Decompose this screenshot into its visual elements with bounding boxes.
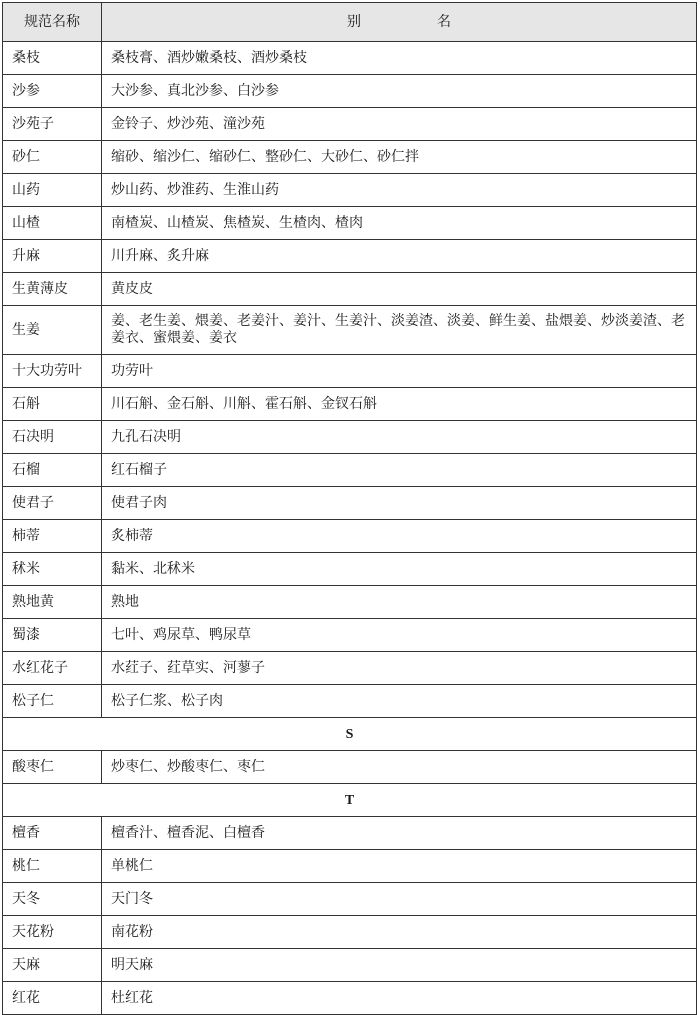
alias-cell: 川石斛、金石斛、川斛、霍石斛、金钗石斛: [102, 388, 697, 421]
alias-cell: 缩砂、缩沙仁、缩砂仁、整砂仁、大砂仁、砂仁拌: [102, 141, 697, 174]
alias-cell: 南花粉: [102, 916, 697, 949]
table-row: [3, 306, 697, 355]
table-row: [3, 520, 697, 553]
table-row: [3, 108, 697, 141]
alias-cell: 熟地: [102, 586, 697, 619]
alias-cell: 檀香汁、檀香泥、白檀香: [102, 817, 697, 850]
standard-name-cell: 生姜: [3, 306, 102, 355]
section-header-row: [3, 718, 697, 751]
standard-name-cell: 沙苑子: [3, 108, 102, 141]
alias-cell: 黏米、北秫米: [102, 553, 697, 586]
alias-cell: 黄皮皮: [102, 273, 697, 306]
section-letter: S: [3, 718, 697, 751]
standard-name-cell: 柿蒂: [3, 520, 102, 553]
alias-cell: 炙柿蒂: [102, 520, 697, 553]
table-row: [3, 42, 697, 75]
table-header-row: [3, 3, 697, 42]
standard-name-cell: 石斛: [3, 388, 102, 421]
table-row: [3, 421, 697, 454]
standard-name-cell: 天麻: [3, 949, 102, 982]
standard-name-cell: 酸枣仁: [3, 751, 102, 784]
table-row: [3, 817, 697, 850]
alias-cell: 杜红花: [102, 982, 697, 1015]
standard-name-cell: 熟地黄: [3, 586, 102, 619]
table-row: [3, 388, 697, 421]
standard-name-cell: 水红花子: [3, 652, 102, 685]
table-row: [3, 619, 697, 652]
section-letter: T: [3, 784, 697, 817]
alias-cell: 大沙参、真北沙参、白沙参: [102, 75, 697, 108]
section-header-row: [3, 784, 697, 817]
alias-cell: 使君子肉: [102, 487, 697, 520]
alias-cell: 川升麻、炙升麻: [102, 240, 697, 273]
table-row: [3, 586, 697, 619]
alias-cell: 水荭子、荭草实、河蓼子: [102, 652, 697, 685]
standard-name-cell: 十大功劳叶: [3, 355, 102, 388]
standard-name-cell: 山楂: [3, 207, 102, 240]
header-alias-char-2: 名: [437, 13, 451, 30]
standard-name-cell: 蜀漆: [3, 619, 102, 652]
table-row: [3, 916, 697, 949]
alias-cell: 七叶、鸡尿草、鸭尿草: [102, 619, 697, 652]
alias-cell: 明天麻: [102, 949, 697, 982]
standard-name-cell: 天花粉: [3, 916, 102, 949]
alias-cell: 松子仁浆、松子肉: [102, 685, 697, 718]
standard-name-cell: 天冬: [3, 883, 102, 916]
standard-name-cell: 桃仁: [3, 850, 102, 883]
table-row: [3, 850, 697, 883]
table-row: [3, 454, 697, 487]
table-row: [3, 487, 697, 520]
alias-cell: 南楂炭、山楂炭、焦楂炭、生楂肉、楂肉: [102, 207, 697, 240]
standard-name-cell: 山药: [3, 174, 102, 207]
header-alias-char-1: 别: [347, 13, 361, 30]
table-row: [3, 75, 697, 108]
standard-name-cell: 石榴: [3, 454, 102, 487]
table-row: [3, 652, 697, 685]
header-alias: [102, 3, 697, 42]
alias-cell: 桑枝膏、酒炒嫩桑枝、酒炒桑枝: [102, 42, 697, 75]
table-row: [3, 240, 697, 273]
herb-alias-table: [2, 2, 697, 1015]
alias-cell: 炒山药、炒淮药、生淮山药: [102, 174, 697, 207]
table-row: [3, 141, 697, 174]
standard-name-cell: 红花: [3, 982, 102, 1015]
standard-name-cell: 檀香: [3, 817, 102, 850]
alias-cell: 炒枣仁、炒酸枣仁、枣仁: [102, 751, 697, 784]
table-row: [3, 982, 697, 1015]
table-row: [3, 207, 697, 240]
standard-name-cell: 升麻: [3, 240, 102, 273]
alias-cell: 功劳叶: [102, 355, 697, 388]
standard-name-cell: 松子仁: [3, 685, 102, 718]
standard-name-cell: 砂仁: [3, 141, 102, 174]
table-body: [3, 42, 697, 1015]
table-row: [3, 174, 697, 207]
alias-cell: 九孔石决明: [102, 421, 697, 454]
standard-name-cell: 沙参: [3, 75, 102, 108]
standard-name-cell: 生黄薄皮: [3, 273, 102, 306]
standard-name-cell: 秫米: [3, 553, 102, 586]
header-standard-name: 规范名称: [3, 3, 102, 42]
alias-cell: 金铃子、炒沙苑、潼沙苑: [102, 108, 697, 141]
alias-cell: 单桃仁: [102, 850, 697, 883]
alias-cell: 天门冬: [102, 883, 697, 916]
standard-name-cell: 石决明: [3, 421, 102, 454]
table-row: [3, 949, 697, 982]
table-row: [3, 553, 697, 586]
standard-name-cell: 桑枝: [3, 42, 102, 75]
alias-cell: 红石榴子: [102, 454, 697, 487]
standard-name-cell: 使君子: [3, 487, 102, 520]
table-row: [3, 273, 697, 306]
table-row: [3, 355, 697, 388]
table-row: [3, 751, 697, 784]
table-row: [3, 685, 697, 718]
table-row: [3, 883, 697, 916]
alias-cell: 姜、老生姜、煨姜、老姜汁、姜汁、生姜汁、淡姜渣、淡姜、鲜生姜、盐煨姜、炒淡姜渣、老姜衣、蜜煨姜、姜衣: [102, 306, 697, 355]
